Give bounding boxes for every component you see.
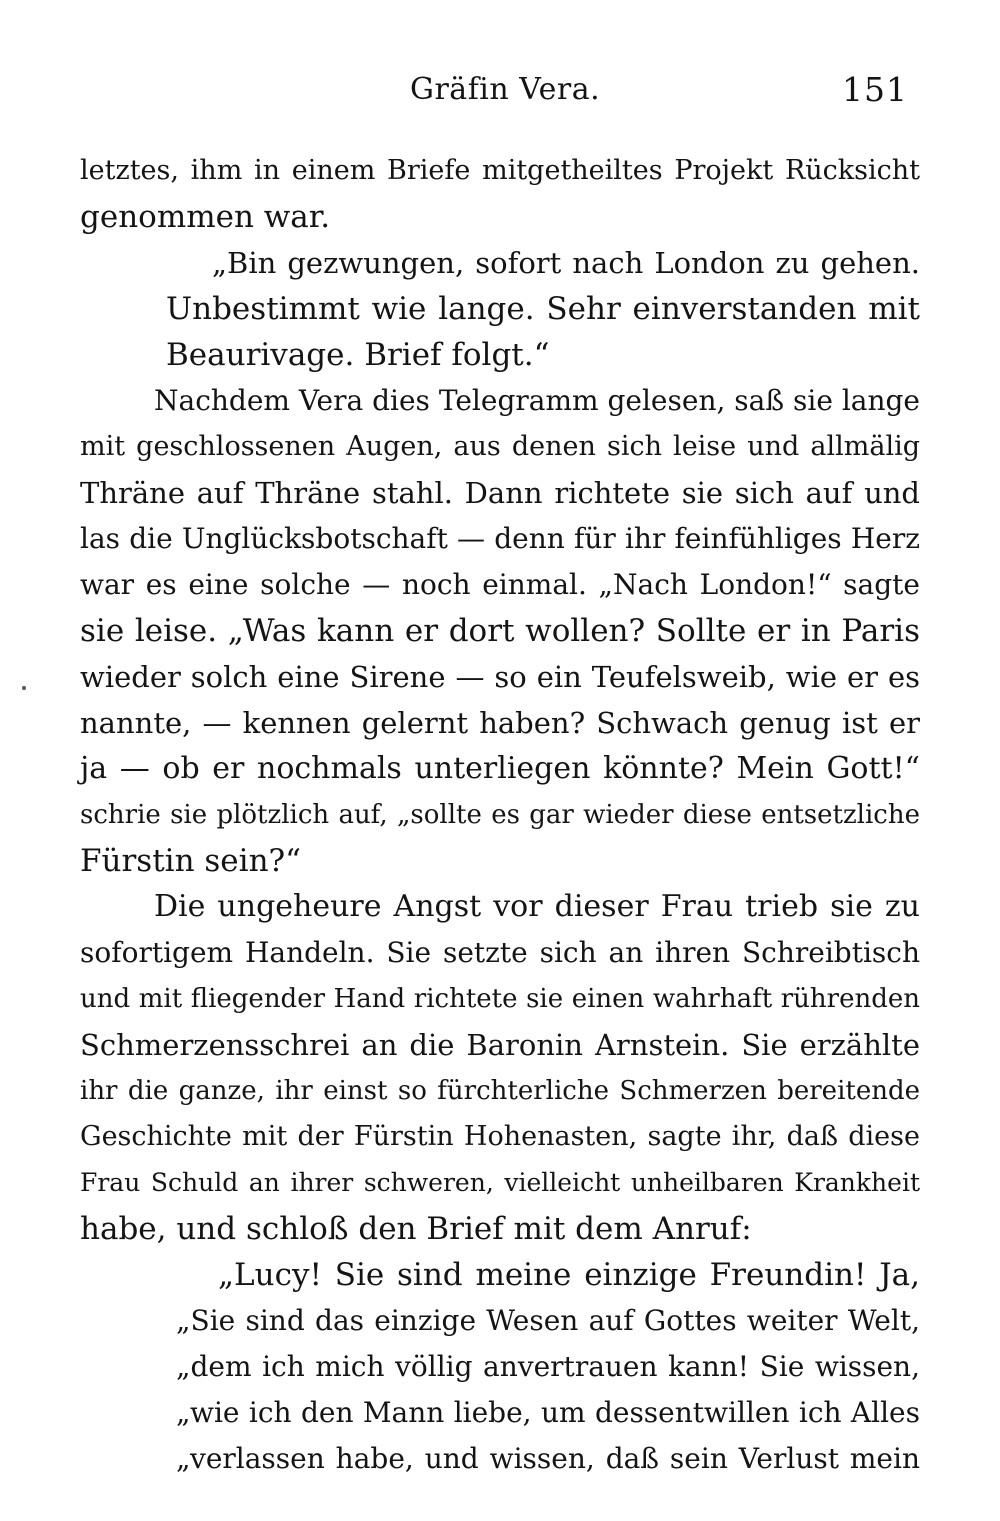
text-line: Schmerzensschrei an die Baronin Arnstein. Sie erzählte [80, 1028, 920, 1062]
page-header [80, 72, 920, 120]
letter-line: „Lucy! Sie sind meine einzige Freundin! Ja, [218, 1257, 920, 1293]
text-line: sie leise. „Was kann er dort wollen? Sollte er in Paris [80, 613, 920, 649]
page-number: 151 [842, 70, 908, 109]
text-line: las die Unglücksbotschaft — denn für ihr feinfühliges Herz [80, 522, 920, 555]
text-line: ja — ob er nochmals unterliegen könnte? Mein Gott!“ [80, 751, 920, 786]
letter-line: „verlassen habe, und wissen, daß sein Verlust mein [176, 1442, 920, 1475]
text-line: ihr die ganze, ihr einst so fürchterliche Schmerzen bereitende [80, 1076, 920, 1106]
text-line: nannte, — kennen gelernt haben? Schwach genug ist er [80, 706, 920, 740]
text-line: letztes, ihm in einem Briefe mitgetheiltes Projekt Rücksicht [80, 155, 920, 186]
text-line: und mit fliegender Hand richtete sie einen wahrhaft rührenden [80, 984, 920, 1014]
telegram-line: Beaurivage. Brief folgt.“ [166, 337, 550, 373]
letter-line: „wie ich den Mann liebe, um dessentwillen ich Alles [176, 1396, 920, 1429]
text-line: habe, und schloß den Brief mit dem Anruf: [80, 1211, 752, 1247]
text-line: schrie sie plötzlich auf, „sollte es gar wieder diese entsetzliche [80, 800, 920, 830]
text-line: war es eine solche — noch einmal. „Nach London!“ sagte [80, 568, 920, 601]
text-line: Die ungeheure Angst vor dieser Frau trieb sie zu [154, 889, 920, 924]
text-line: Thräne auf Thräne stahl. Dann richtete sie sich auf und [80, 476, 920, 510]
letter-line: „dem ich mich völlig anvertrauen kann! Sie wissen, [176, 1350, 920, 1383]
text-line: sofortigem Handeln. Sie setzte sich an ihren Schreibtisch [80, 936, 920, 969]
text-line: mit geschlossenen Augen, aus denen sich leise und allmälig [80, 431, 920, 462]
text-line: Frau Schuld an ihrer schweren, vielleicht unheilbaren Krankheit [80, 1168, 920, 1197]
letter-line: „Sie sind das einzige Wesen auf Gottes weiter Welt, [176, 1304, 920, 1337]
telegram-line: „Bin gezwungen, sofort nach London zu gehen. [212, 246, 920, 280]
text-line: wieder solch eine Sirene — so ein Teufelsweib, wie er es [80, 660, 920, 694]
margin-speck [22, 686, 26, 690]
running-title: Gräfin Vera. [410, 72, 601, 107]
text-line: Fürstin sein?“ [80, 843, 301, 879]
text-line: genommen war. [80, 199, 331, 235]
text-line: Geschichte mit der Fürstin Hohenasten, sagte ihr, daß diese [80, 1121, 920, 1152]
text-line: Nachdem Vera dies Telegramm gelesen, saß sie lange [154, 384, 920, 417]
telegram-line: Unbestimmt wie lange. Sehr einverstanden mit [166, 291, 920, 327]
